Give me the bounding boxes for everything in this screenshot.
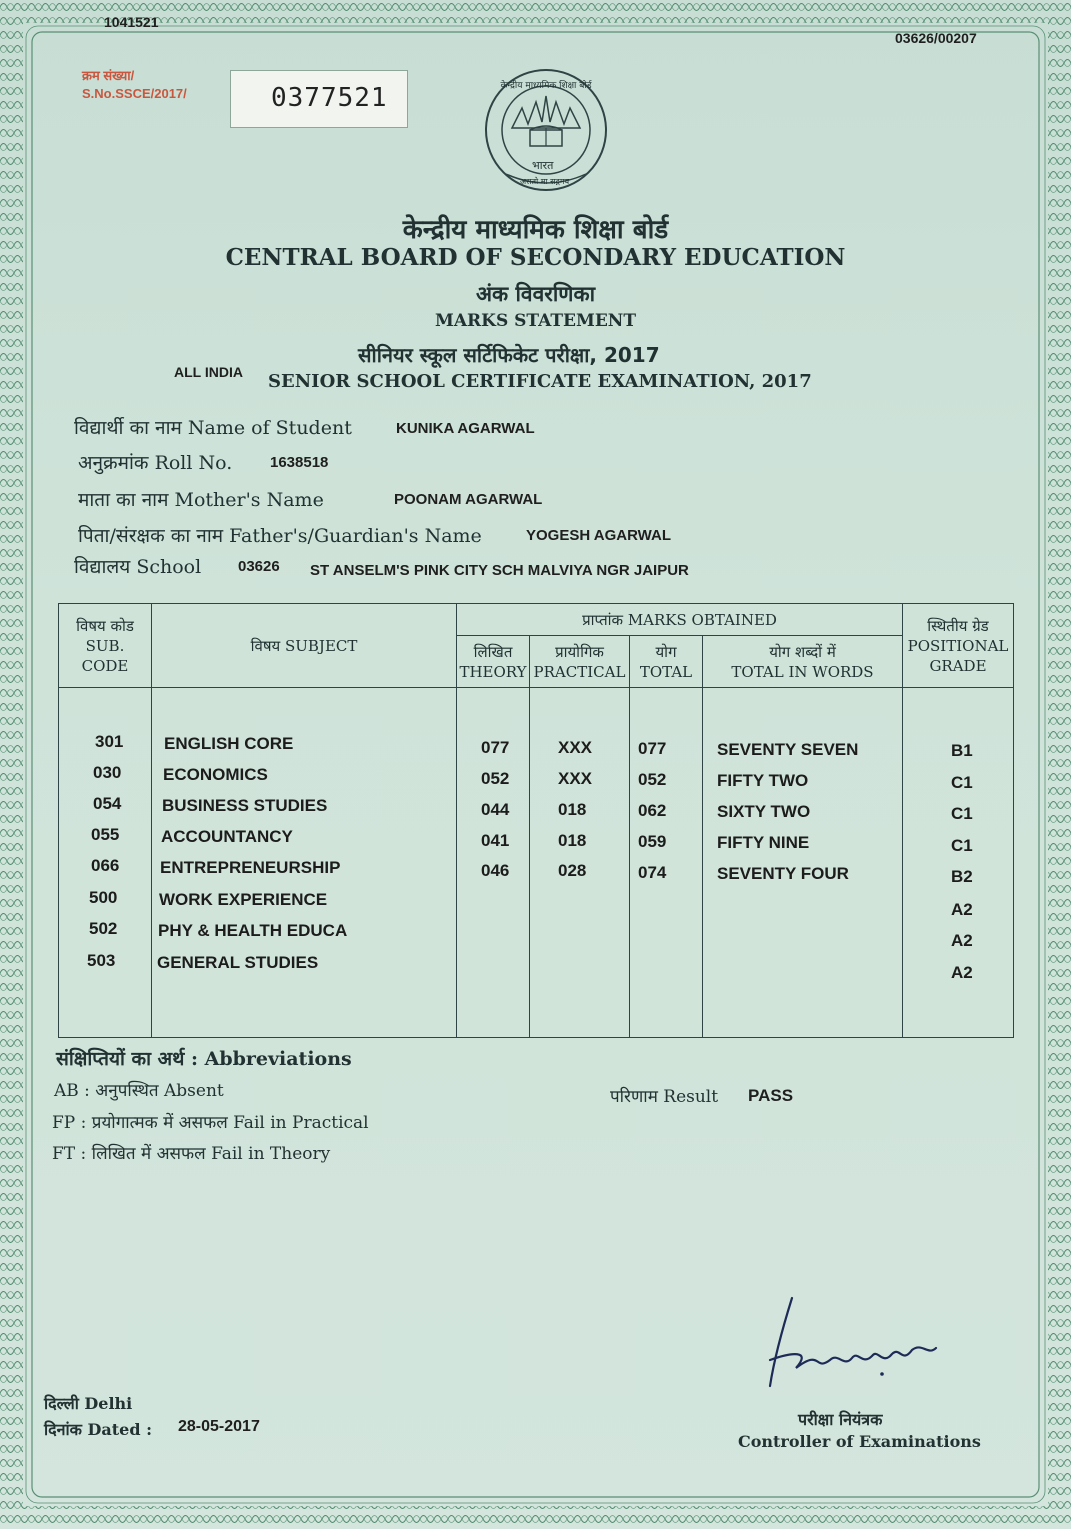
practical-cell: 028 xyxy=(558,861,587,880)
words-cell: FIFTY NINE xyxy=(717,833,810,852)
board-name-english: CENTRAL BOARD OF SECONDARY EDUCATION xyxy=(225,244,846,271)
theory-cell: 044 xyxy=(481,800,510,819)
grade-cell: B1 xyxy=(951,741,973,760)
header-total-in-words xyxy=(703,636,903,688)
result-label: परिणाम Result xyxy=(610,1087,719,1107)
subject-cell: ENGLISH CORE xyxy=(164,734,294,753)
theory-cell: 077 xyxy=(481,738,510,757)
header-theory xyxy=(457,636,530,688)
total-cell: 077 xyxy=(638,739,667,758)
mother-name-label: माता का नाम Mother's Name xyxy=(78,489,324,511)
code-cell: 054 xyxy=(93,794,122,813)
code-cell: 030 xyxy=(93,763,122,782)
roll-number: 1638518 xyxy=(270,454,329,471)
subject-cell: PHY & HEALTH EDUCA xyxy=(158,921,348,940)
practical-cell: XXX xyxy=(558,738,593,757)
header-subject: विषय SUBJECT xyxy=(152,604,457,688)
header-total-hindi: योग xyxy=(655,642,677,661)
col-total xyxy=(630,688,703,1038)
header-code-en1: SUB. xyxy=(85,636,125,655)
father-name-label: पिता/संरक्षक का नाम Father's/Guardian's Name xyxy=(78,525,482,547)
code-cell: 502 xyxy=(89,919,118,938)
total-cell: 062 xyxy=(638,801,667,820)
serial-label-english: S.No.SSCE/2017/ xyxy=(82,86,187,101)
marks-table xyxy=(58,603,1014,1038)
subject-cell: ENTREPRENEURSHIP xyxy=(160,858,341,877)
header-theory-hindi: लिखित xyxy=(473,642,513,661)
code-cell: 066 xyxy=(91,856,120,875)
header-practical-hindi: प्रायोगिक xyxy=(555,642,604,661)
practical-cell: 018 xyxy=(558,800,587,819)
header-grade-en2: GRADE xyxy=(929,656,987,675)
board-name-hindi: केन्द्रीय माध्यमिक शिक्षा बोर्ड xyxy=(402,215,669,245)
abbrev-fail-theory: FT : लिखित में असफल Fail in Theory xyxy=(52,1144,331,1164)
school-label: विद्यालय School xyxy=(74,556,202,578)
words-cell: FIFTY TWO xyxy=(717,771,809,790)
total-cell: 052 xyxy=(638,770,667,789)
header-grade-en1: POSITIONAL xyxy=(907,636,1009,655)
seal-top-text: केन्द्रीय माध्यमिक शिक्षा बोर्ड xyxy=(500,81,592,91)
theory-cell: 046 xyxy=(481,861,510,880)
code-cell: 055 xyxy=(91,825,120,844)
school-code: 03626 xyxy=(238,558,280,575)
abbreviations-title: संक्षिप्तियों का अर्थ : Abbreviations xyxy=(56,1048,352,1070)
controller-hindi: परीक्षा नियंत्रक xyxy=(798,1410,883,1429)
grade-cell: C1 xyxy=(951,836,973,855)
subject-cell: ECONOMICS xyxy=(163,765,268,784)
col-subject xyxy=(152,688,457,1038)
header-words-hindi: योग शब्दों में xyxy=(769,642,836,661)
place: दिल्ली Delhi xyxy=(44,1394,133,1413)
code-cell: 503 xyxy=(87,951,116,970)
subject-cell: WORK EXPERIENCE xyxy=(159,890,328,909)
header-sub-code xyxy=(59,604,152,688)
top-left-number: 1041521 xyxy=(104,14,159,30)
handwritten-signature-icon xyxy=(752,1290,952,1394)
header-practical-en: PRACTICAL xyxy=(533,662,626,681)
grade-cell: B2 xyxy=(951,867,973,886)
result-value: PASS xyxy=(748,1086,794,1105)
father-name: YOGESH AGARWAL xyxy=(526,527,672,544)
col-code xyxy=(59,688,152,1038)
theory-cell: 052 xyxy=(481,769,510,788)
date-value: 28-05-2017 xyxy=(178,1418,260,1435)
col-total-words xyxy=(703,688,903,1038)
header-total xyxy=(630,636,703,688)
top-right-number: 03626/00207 xyxy=(895,30,977,46)
words-cell: SEVENTY SEVEN xyxy=(717,740,859,759)
header-code-hindi: विषय कोड xyxy=(76,616,134,635)
dated-label: दिनांक Dated : xyxy=(44,1420,152,1439)
subject-cell: ACCOUNTANCY xyxy=(161,827,293,846)
header-grade-hindi: स्थितीय ग्रेड xyxy=(927,616,989,635)
serial-number: 0377521 xyxy=(271,83,388,113)
seal-country: भारत xyxy=(532,159,554,172)
student-name-label: विद्यार्थी का नाम Name of Student xyxy=(74,417,352,439)
controller-english: Controller of Examinations xyxy=(738,1432,981,1451)
mother-name: POONAM AGARWAL xyxy=(394,491,543,508)
school-name: ST ANSELM'S PINK CITY SCH MALVIYA NGR JAIPUR xyxy=(310,562,689,579)
statement-title-hindi: अंक विवरणिका xyxy=(475,282,596,306)
abbrev-absent: AB : अनुपस्थित Absent xyxy=(54,1081,224,1101)
grade-cell: C1 xyxy=(951,773,973,792)
header-words-en: TOTAL IN WORDS xyxy=(731,662,874,681)
grade-cell: A2 xyxy=(951,900,973,919)
header-positional-grade xyxy=(903,604,1014,688)
header-marks-obtained: प्राप्तांक MARKS OBTAINED xyxy=(457,604,903,636)
serial-number-box xyxy=(230,70,408,128)
grade-cell: A2 xyxy=(951,931,973,950)
seal-motto: असतो मा सद्गमय xyxy=(520,177,570,186)
code-cell: 301 xyxy=(95,732,124,751)
col-practical xyxy=(530,688,630,1038)
serial-label-hindi: क्रम संख्या/ xyxy=(82,68,135,83)
exam-prefix: ALL INDIA xyxy=(174,364,243,380)
statement-title-english: MARKS STATEMENT xyxy=(435,311,636,331)
col-grade xyxy=(903,688,1014,1038)
grade-cell: A2 xyxy=(951,963,973,982)
practical-cell: XXX xyxy=(558,769,593,788)
student-name: KUNIKA AGARWAL xyxy=(396,420,535,437)
header-total-en: TOTAL xyxy=(639,662,693,681)
header-practical xyxy=(530,636,630,688)
exam-title-english: SENIOR SCHOOL CERTIFICATE EXAMINATION, 2017 xyxy=(268,371,812,392)
theory-cell: 041 xyxy=(481,831,510,850)
words-cell: SIXTY TWO xyxy=(717,802,811,821)
exam-title-hindi: सीनियर स्कूल सर्टिफिकेट परीक्षा, 2017 xyxy=(358,343,660,367)
abbrev-fail-practical: FP : प्रयोगात्मक में असफल Fail in Practical xyxy=(52,1113,369,1133)
words-cell: SEVENTY FOUR xyxy=(717,864,849,883)
grade-cell: C1 xyxy=(951,804,973,823)
cbse-emblem-icon xyxy=(482,66,610,200)
total-cell: 059 xyxy=(638,832,667,851)
total-cell: 074 xyxy=(638,863,667,882)
roll-label: अनुक्रमांक Roll No. xyxy=(78,452,233,474)
header-code-en2: CODE xyxy=(81,656,129,675)
practical-cell: 018 xyxy=(558,831,587,850)
col-theory xyxy=(457,688,530,1038)
subject-cell: GENERAL STUDIES xyxy=(157,953,319,972)
subject-cell: BUSINESS STUDIES xyxy=(162,796,328,815)
header-theory-en: THEORY xyxy=(459,662,527,681)
code-cell: 500 xyxy=(89,888,118,907)
